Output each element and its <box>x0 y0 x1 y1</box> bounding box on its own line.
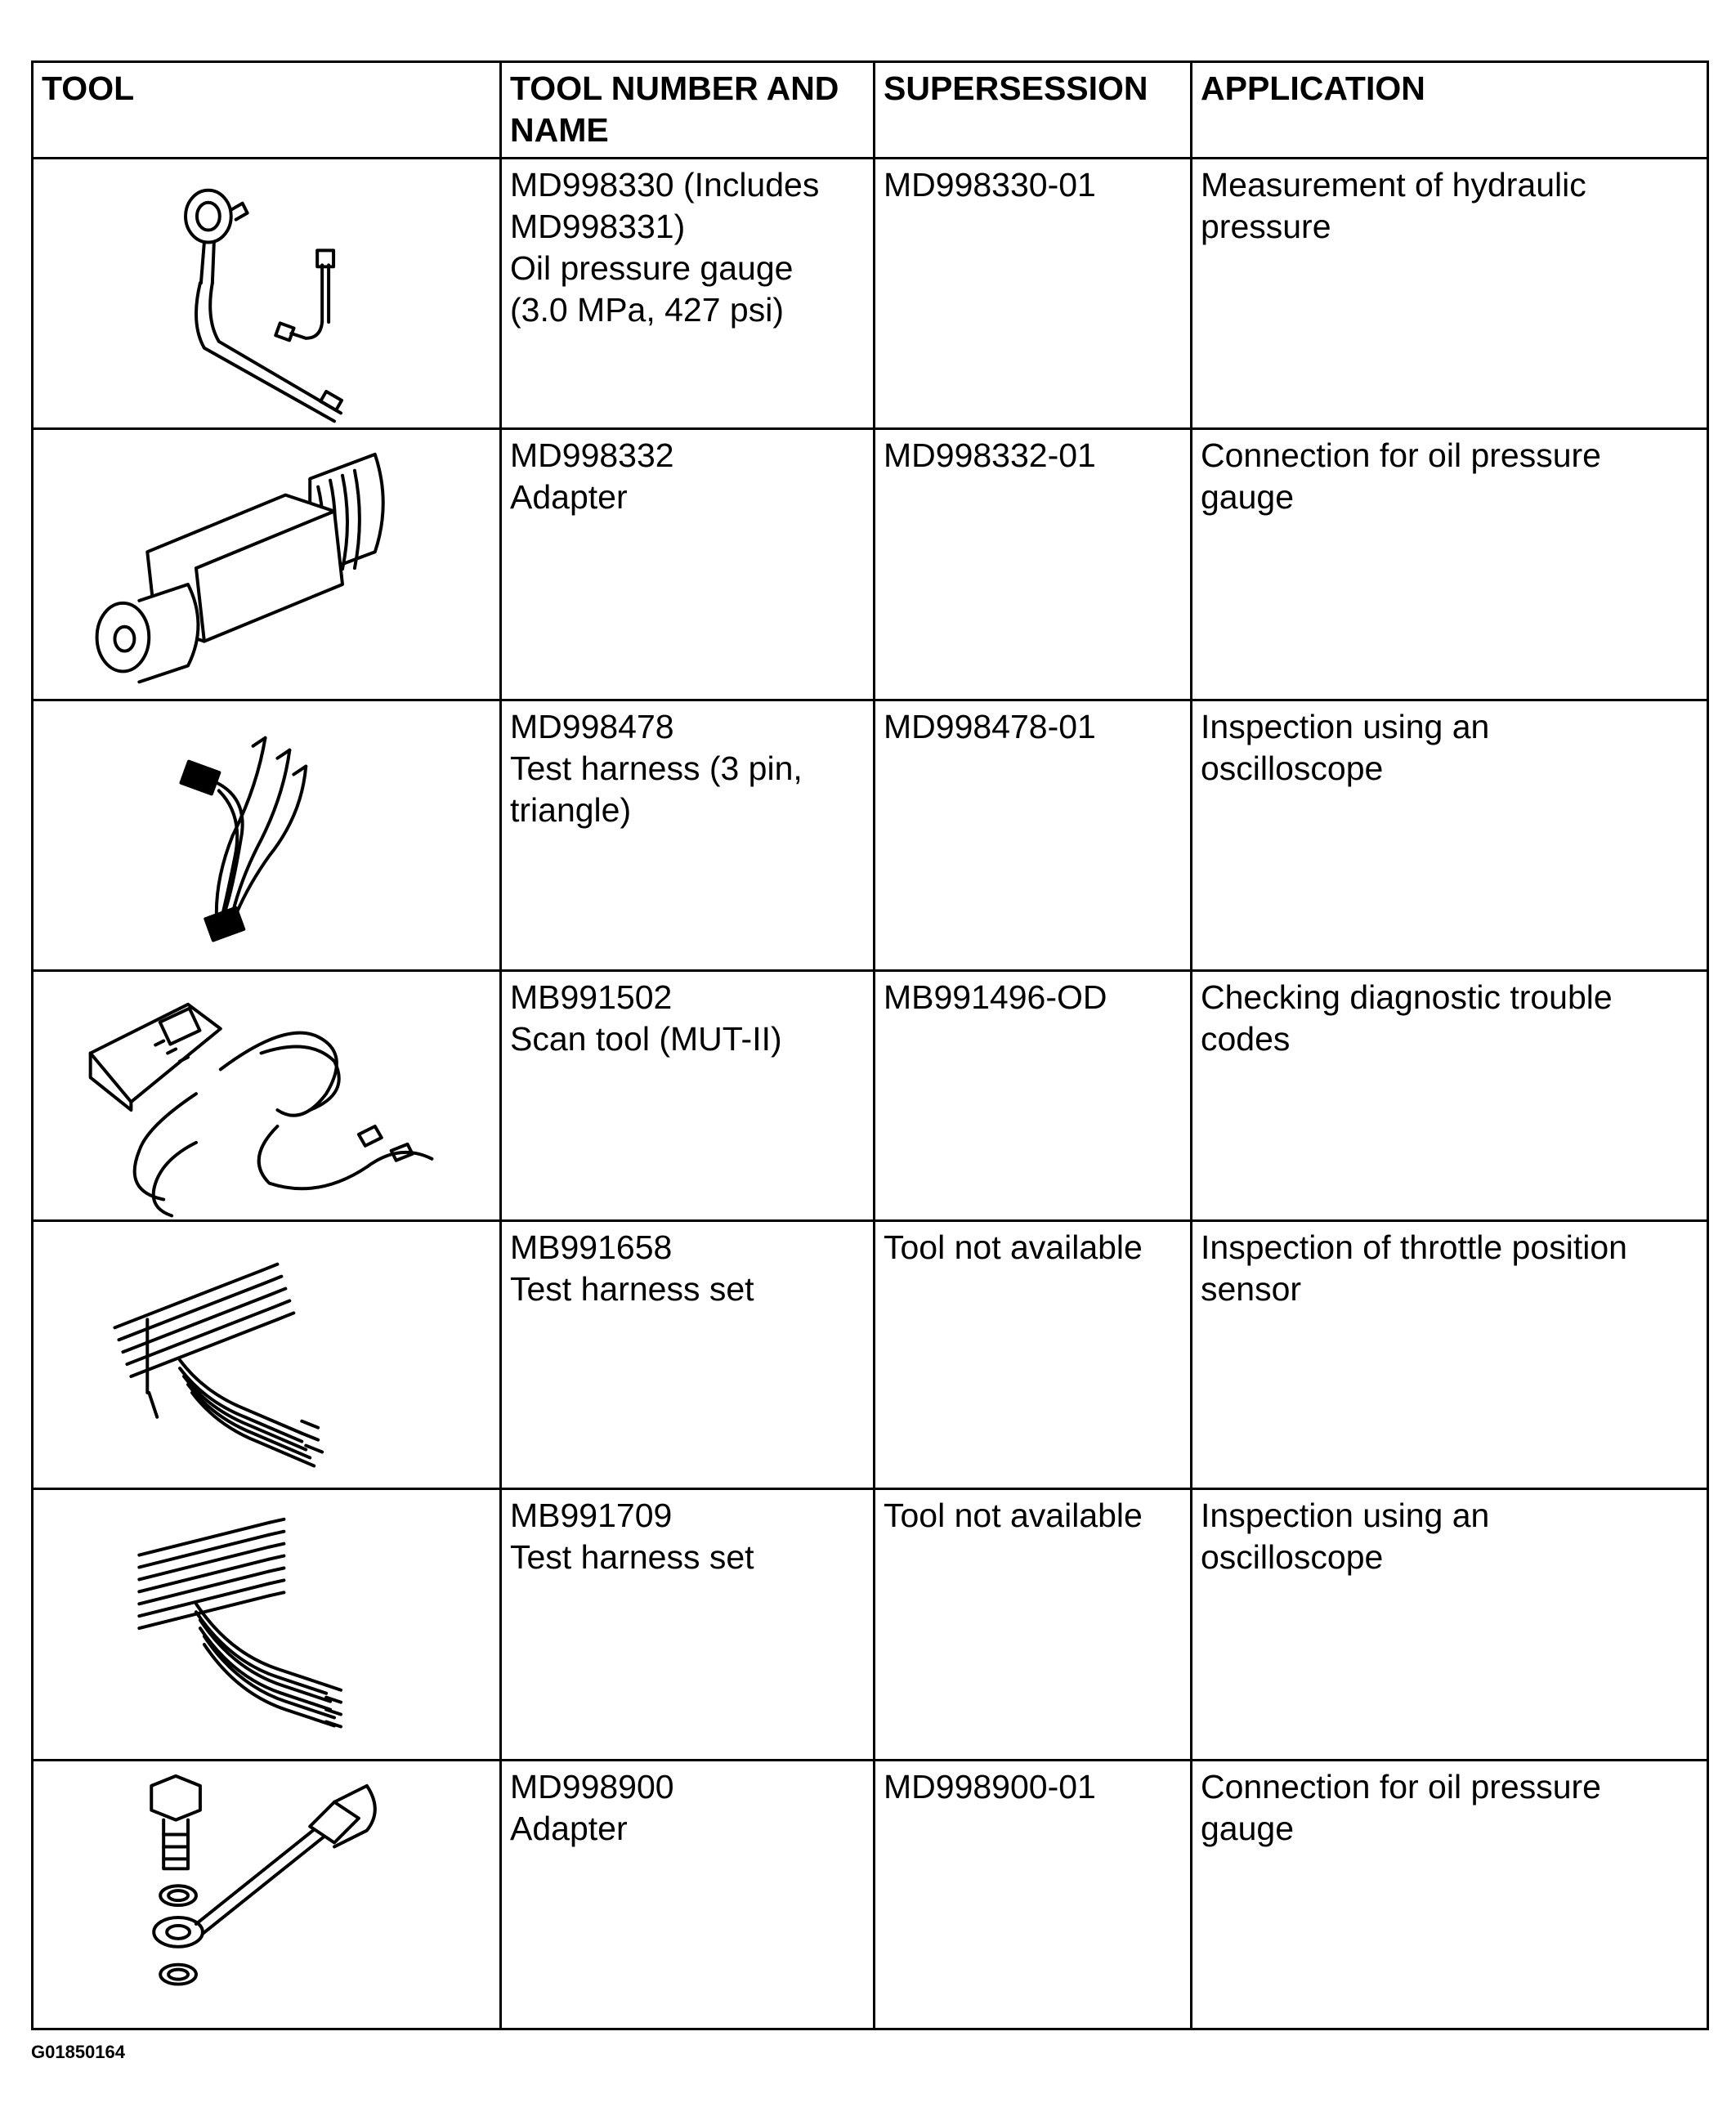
scan-tool-illustration <box>34 972 499 1219</box>
table-row <box>33 429 1708 700</box>
table-row <box>33 1760 1708 2029</box>
adapter-bolt-washers-illustration <box>34 1761 499 2028</box>
tool-image-cell <box>33 970 501 1220</box>
application-cell: Measurement of hydraulic pressure <box>1192 159 1708 429</box>
header-tool-number-and-name: TOOL NUMBER AND NAME <box>501 62 875 159</box>
table-row <box>33 159 1708 429</box>
tool-image-cell <box>33 159 501 429</box>
tool-number-cell: MD998900 Adapter <box>501 1760 875 2029</box>
tool-number-cell: MB991502 Scan tool (MUT-II) <box>501 970 875 1220</box>
table-row <box>33 1221 1708 1489</box>
test-harness-set-illustration <box>34 1490 499 1758</box>
figure-id-label: G01850164 <box>31 2042 125 2062</box>
supersession-cell: Tool not available <box>875 1221 1192 1489</box>
tool-number-cell: MB991709 Test harness set <box>501 1489 875 1760</box>
application-cell: Checking diagnostic trouble codes <box>1192 970 1708 1220</box>
tool-number-cell: MB991658 Test harness set <box>501 1221 875 1489</box>
supersession-cell: MD998900-01 <box>875 1760 1192 2029</box>
supersession-cell: MB991496-OD <box>875 970 1192 1220</box>
tool-image-cell <box>33 1489 501 1760</box>
tool-image-cell <box>33 1760 501 2029</box>
test-harness-3pin-illustration <box>34 701 499 969</box>
tool-image-cell <box>33 700 501 970</box>
table-row <box>33 1489 1708 1760</box>
tool-image-cell <box>33 429 501 700</box>
tool-image-cell <box>33 1221 501 1489</box>
tool-number-cell: MD998332 Adapter <box>501 429 875 700</box>
application-cell: Inspection using an oscilloscope <box>1192 1489 1708 1760</box>
table-row <box>33 970 1708 1220</box>
supersession-cell: MD998330-01 <box>875 159 1192 429</box>
application-cell: Connection for oil pressure gauge <box>1192 429 1708 700</box>
oil-pressure-gauge-illustration <box>34 159 499 427</box>
tool-number-cell: MD998330 (Includes MD998331) Oil pressure gauge (3.0 MPa, 427 psi) <box>501 159 875 429</box>
special-tools-table <box>31 60 1709 2030</box>
header-application: APPLICATION <box>1192 62 1708 159</box>
application-cell: Inspection using an oscilloscope <box>1192 700 1708 970</box>
application-cell: Inspection of throttle position sensor <box>1192 1221 1708 1489</box>
supersession-cell: MD998478-01 <box>875 700 1192 970</box>
header-supersession: SUPERSESSION <box>875 62 1192 159</box>
test-harness-set-illustration <box>34 1222 499 1488</box>
table-row <box>33 700 1708 970</box>
tool-number-cell: MD998478 Test harness (3 pin, triangle) <box>501 700 875 970</box>
header-tool: TOOL <box>33 62 501 159</box>
adapter-illustration <box>34 430 499 698</box>
supersession-cell: Tool not available <box>875 1489 1192 1760</box>
header-row <box>33 62 1708 159</box>
application-cell: Connection for oil pressure gauge <box>1192 1760 1708 2029</box>
supersession-cell: MD998332-01 <box>875 429 1192 700</box>
